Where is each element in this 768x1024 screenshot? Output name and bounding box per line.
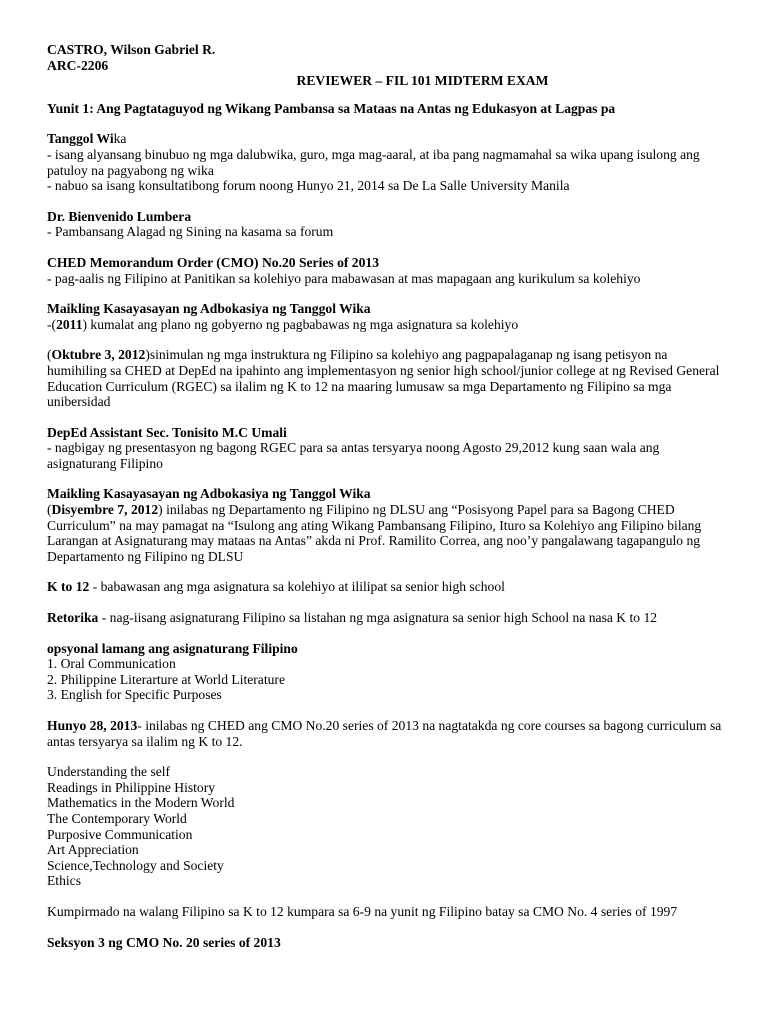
course-item: The Contemporary World <box>47 810 187 826</box>
cmo-heading: CHED Memorandum Order (CMO) No.20 Series of 2013 <box>47 254 379 270</box>
opsyonal-item-2: 2. Philippine Literarture at World Literature <box>47 671 285 687</box>
kasaysayan-heading-1: Maikling Kasayasayan ng Adbokasiya ng Tanggol Wika <box>47 301 371 317</box>
opsyonal-heading: opsyonal lamang ang asignaturang Filipino <box>47 640 298 656</box>
opsyonal-item-1: 1. Oral Communication <box>47 656 176 672</box>
course-item: Art Appreciation <box>47 842 139 858</box>
tanggol-line-2: - nabuo sa isang konsultatibong forum noong Hunyo 21, 2014 sa De La Salle University Manila <box>47 178 570 194</box>
tanggol-heading <box>47 131 728 147</box>
lumbera-line-1: - Pambansang Alagad ng Sining na kasama sa forum <box>47 224 334 240</box>
k12-line <box>47 579 728 595</box>
document-title: REVIEWER – FIL 101 MIDTERM EXAM <box>296 73 549 89</box>
disyembre-date: Disyembre 7, 2012 <box>51 502 159 518</box>
hunyo-paragraph <box>47 718 728 749</box>
seksyon-heading: Seksyon 3 ng CMO No. 20 series of 2013 <box>47 934 281 950</box>
retorika-text: - nag-iisang asignaturang Filipino sa listahan ng mga asignatura sa senior high School na nasa K to 12 <box>98 610 658 626</box>
retorika-term: Retorika <box>47 610 99 626</box>
oktubre-paragraph <box>47 347 728 409</box>
tanggol-heading-rest: ka <box>113 131 127 147</box>
kasaysayan-2011-text: ) kumalat ang plano ng gobyerno ng pagbabawas ng mga asignatura sa kolehiyo <box>82 316 519 332</box>
kumpirmado-line: Kumpirmado na walang Filipino sa K to 12 kumpara sa 6-9 na yunit ng Filipino batay sa CMO No. 4 series of 1997 <box>47 903 678 919</box>
author-name: CASTRO, Wilson Gabriel R. <box>47 42 216 57</box>
paren-open: ( <box>47 347 52 363</box>
kasaysayan-heading-2: Maikling Kasayasayan ng Adbokasiya ng Tanggol Wika <box>47 486 371 502</box>
unit-heading: Yunit 1: Ang Pagtataguyod ng Wikang Pambansa sa Mataas na Antas ng Edukasyon at Lagpas pa <box>47 100 616 116</box>
umali-line-1: - nagbigay ng presentasyon ng bagong RGEC para sa antas tersyarya noong Agosto 29,2012 kung saan wala ang asignaturang Filipino <box>47 440 660 471</box>
opsyonal-item-3: 3. English for Specific Purposes <box>47 687 222 703</box>
tanggol-line-1: - isang alyansang binubuo ng mga dalubwika, guro, mga mag-aaral, at iba pang nagmamahal sa wika upang isulong ang patuloy na pagyabong ng wika <box>47 146 700 178</box>
lumbera-heading: Dr. Bienvenido Lumbera <box>47 208 192 224</box>
k12-term: K to 12 <box>47 579 90 595</box>
oktubre-date: Oktubre 3, 2012 <box>51 347 146 363</box>
kasaysayan-2011-line <box>47 317 728 333</box>
course-item: Mathematics in the Modern World <box>47 795 235 811</box>
tanggol-heading-bold: Tanggol Wi <box>47 131 114 147</box>
umali-heading: DepEd Assistant Sec. Tonisito M.C Umali <box>47 424 287 440</box>
hunyo-text: - inilabas ng CHED ang CMO No.20 series of 2013 na nagtatakda ng core courses sa bagong curriculum sa antas tersyarya sa ilalim ng K to 12. <box>47 718 722 749</box>
course-item: Readings in Philippine History <box>47 779 216 795</box>
retorika-line <box>47 610 728 626</box>
disyembre-paragraph <box>47 502 728 564</box>
course-item: Science,Technology and Society <box>47 857 224 873</box>
oktubre-text: )sinimulan ng mga instruktura ng Filipino sa kolehiyo ang pagpapalaganap ng isang petisyon na humihiling sa CHED at DepEd na ipahinto ang implementasyon ng senior high school/junior college at ng Revised General Education Curriculum (RGEC) sa ilalim ng K to 12 na maaring lumusaw sa mga Departamento ng Filipino sa mga unibersidad <box>47 347 720 410</box>
course-item: Ethics <box>47 873 81 889</box>
k12-text: - babawasan ang mga asignatura sa kolehiyo at ililipat sa senior high school <box>89 579 505 595</box>
section-code: ARC-2206 <box>47 57 109 73</box>
disyembre-text: ) inilabas ng Departamento ng Filipino ng DLSU ang “Posisyong Papel para sa Bagong CHED Curriculum” na may pamagat na “Isulong ang ating Wikang Pambansang Filipino, Ituro sa Kolehiyo ang Filipino bilang Larangan at Asignaturang may mataas na Antas” akda ni Prof. Ramilito Correa, ang noo’y pangalawang tagapangulo ng Departamento ng Filipino ng DLSU <box>47 502 702 564</box>
cmo-line-1: - pag-aalis ng Filipino at Panitikan sa kolehiyo para mabawasan at mas mapagaan ang kurikulum sa kolehiyo <box>47 270 641 286</box>
paren-open: -( <box>47 316 57 332</box>
paren-open: ( <box>47 502 52 518</box>
course-item: Purposive Communication <box>47 826 193 842</box>
course-item: Understanding the self <box>47 764 171 780</box>
hunyo-date: Hunyo 28, 2013 <box>47 718 138 733</box>
year-2011: 2011 <box>56 316 83 332</box>
